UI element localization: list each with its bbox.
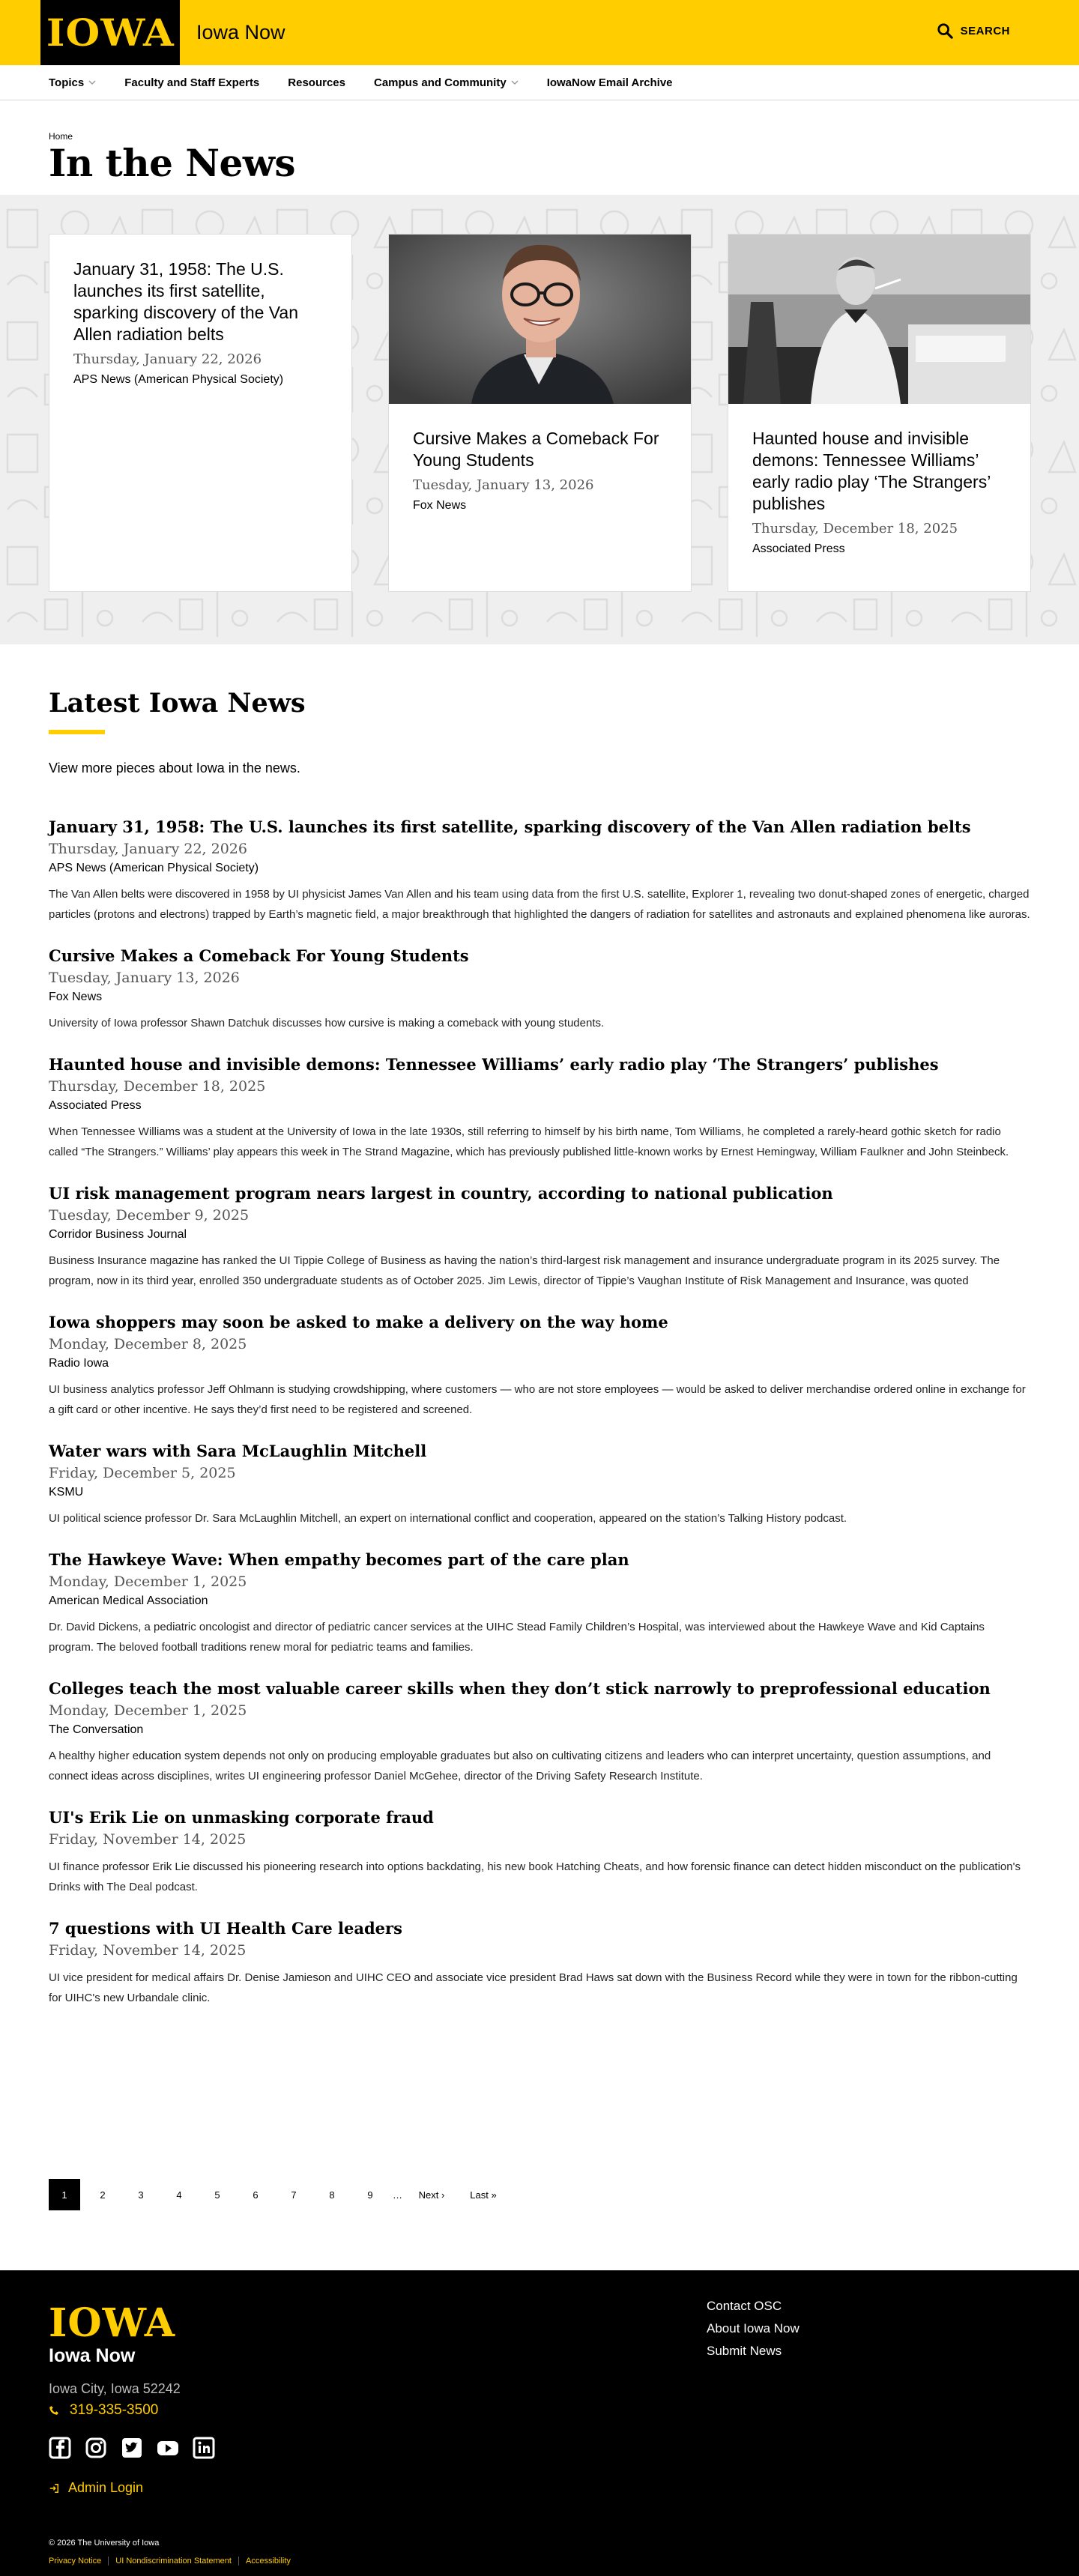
card-source: APS News (American Physical Society) [73, 373, 284, 386]
news-date: Tuesday, December 9, 2025 [49, 1207, 250, 1224]
page-link[interactable]: 5 [214, 2189, 220, 2201]
news-date: Thursday, January 22, 2026 [49, 841, 247, 857]
page-link[interactable]: 3 [138, 2189, 144, 2201]
nav-topics[interactable] [49, 76, 96, 89]
news-source: APS News (American Physical Society) [49, 862, 259, 874]
main-navigation [0, 65, 1079, 100]
page-link[interactable]: 4 [176, 2189, 182, 2201]
login-icon [49, 2483, 59, 2494]
site-header [0, 0, 1079, 65]
footer-link-submit[interactable]: Submit News [707, 2344, 782, 2358]
news-item [49, 1054, 1030, 1162]
news-item [49, 817, 1030, 925]
page-link[interactable]: 9 [367, 2189, 373, 2201]
card-date: Thursday, December 18, 2025 [752, 521, 958, 536]
search-button[interactable] [937, 22, 1010, 39]
news-date: Monday, December 1, 2025 [49, 1573, 247, 1590]
page-link-current[interactable]: 1 [49, 2179, 80, 2210]
youtube-icon[interactable] [157, 2437, 179, 2459]
news-title[interactable]: Colleges teach the most valuable career skills when they don’t stick narrowly to preprofessional education [49, 1679, 991, 1698]
news-title[interactable]: Haunted house and invisible demons: Tennessee Williams’ early radio play ‘The Strangers’ publishes [49, 1055, 939, 1074]
news-date: Friday, November 14, 2025 [49, 1831, 247, 1848]
phone-number: 319-335-3500 [70, 2402, 159, 2418]
last-page-link[interactable]: Last » [470, 2189, 497, 2201]
nav-label: Topics [49, 76, 85, 89]
instagram-icon[interactable] [85, 2437, 107, 2459]
site-name[interactable]: Iowa Now [196, 21, 285, 43]
news-item [49, 1549, 1030, 1657]
page-link[interactable]: 6 [253, 2189, 259, 2201]
card-title[interactable]: Haunted house and invisible demons: Tennessee Williams’ early radio play ‘The Strangers’ publishes [752, 429, 991, 513]
page-link[interactable]: 7 [291, 2189, 297, 2201]
card-date: Thursday, January 22, 2026 [73, 351, 262, 367]
logo-wordmark: IOWA [46, 10, 175, 55]
news-date: Thursday, December 18, 2025 [49, 1078, 266, 1095]
search-label: SEARCH [960, 24, 1010, 37]
news-title[interactable]: Water wars with Sara McLaughlin Mitchell [49, 1442, 427, 1460]
news-summary: University of Iowa professor Shawn Datchuk discusses how cursive is making a comeback with young students. [49, 1017, 605, 1030]
linkedin-icon[interactable] [193, 2437, 215, 2459]
news-source: Fox News [49, 991, 103, 1003]
featured-card[interactable] [728, 234, 1031, 592]
featured-card[interactable] [388, 234, 692, 592]
footer-address: Iowa City, Iowa 52242 [49, 2381, 181, 2396]
news-summary: A healthy higher education system depends not only on producing employable graduates but also on cultivating citizens and leaders who can interpret uncertainty, question assumptions, and connect ideas across disciplines, writes UI engineering professor Daniel McGehee, director of the Driving Safety Research Institute. [49, 1750, 991, 1783]
footer-phone-link[interactable] [49, 2402, 158, 2419]
news-date: Tuesday, January 13, 2026 [49, 970, 240, 986]
next-page-link[interactable]: Next › [418, 2189, 445, 2201]
news-source: The Conversation [49, 1723, 144, 1736]
news-title[interactable]: Cursive Makes a Comeback For Young Students [49, 946, 469, 965]
page-link[interactable]: 2 [100, 2189, 106, 2201]
latest-news-intro: View more pieces about Iowa in the news. [49, 761, 300, 775]
nav-label: IowaNow Email Archive [546, 76, 673, 89]
nav-label: Faculty and Staff Experts [124, 76, 260, 89]
admin-login-label: Admin Login [68, 2480, 144, 2495]
heading-underline [49, 730, 105, 734]
footer-link-about[interactable]: About Iowa Now [707, 2321, 800, 2335]
chevron-down-icon [511, 79, 519, 86]
news-source: Corridor Business Journal [49, 1228, 187, 1241]
featured-band [0, 195, 1079, 644]
news-source: Radio Iowa [49, 1357, 109, 1370]
news-source: American Medical Association [49, 1594, 208, 1607]
pager-ellipsis: … [393, 2189, 402, 2201]
news-date: Friday, December 5, 2025 [49, 1465, 236, 1481]
news-item [49, 1918, 1030, 2008]
latest-news-heading: Latest Iowa News [49, 688, 306, 719]
nondiscrimination-link[interactable]: UI Nondiscrimination Statement [108, 2557, 238, 2566]
news-date: Friday, November 14, 2025 [49, 1942, 247, 1959]
nav-label: Campus and Community [374, 76, 507, 89]
news-title[interactable]: UI risk management program nears largest in country, according to national publication [49, 1184, 833, 1203]
page-link[interactable]: 8 [329, 2189, 335, 2201]
news-summary: Dr. David Dickens, a pediatric oncologist and director of pediatric cancer services at the UIHC Stead Family Children’s Hospital, was interviewed about the Hawkeye Wave and Kid Captains program. The beloved football traditions renew moral for pediatric teams and families. [49, 1621, 985, 1654]
news-source: Associated Press [49, 1099, 142, 1112]
admin-login-link[interactable] [49, 2480, 143, 2496]
news-item [49, 1183, 1030, 1291]
news-date: Monday, December 1, 2025 [49, 1702, 247, 1719]
breadcrumb-home[interactable]: Home [49, 131, 73, 142]
card-date: Tuesday, January 13, 2026 [413, 477, 594, 493]
nav-experts[interactable] [124, 76, 259, 89]
facebook-icon[interactable] [49, 2437, 71, 2459]
phone-icon [49, 2405, 59, 2416]
news-title[interactable]: UI's Erik Lie on unmasking corporate fraud [49, 1808, 434, 1827]
news-title[interactable]: 7 questions with UI Health Care leaders [49, 1919, 402, 1938]
news-item [49, 1312, 1030, 1420]
footer-link-contact[interactable]: Contact OSC [707, 2299, 782, 2313]
news-source: KSMU [49, 1486, 84, 1499]
news-item [49, 946, 1030, 1033]
nav-campus[interactable] [374, 76, 519, 89]
news-summary: When Tennessee Williams was a student at the University of Iowa in the late 1930s, still referring to himself by his birth name, Tom Williams, he completed a rarely-heard gothic sketch for radio called “The Strangers.” Williams’ play appears this week in The Strand Magazine, which has previously published little-known works by Ernest Hemingway, William Faulkner and John Steinbeck. [49, 1125, 1009, 1158]
news-title[interactable]: The Hawkeye Wave: When empathy becomes part of the care plan [49, 1550, 629, 1569]
news-summary: UI business analytics professor Jeff Ohlmann is studying crowdshipping, where customers — who are not store employees — would be asked to deliver merchandise ordered online in exchange for a gift card or other incentive. He says they’d first need to be registered and screened. [49, 1383, 1026, 1416]
social-links [49, 2437, 215, 2459]
twitter-icon[interactable] [121, 2437, 143, 2459]
card-source: Associated Press [752, 542, 845, 555]
portrait-photo[interactable] [389, 235, 691, 404]
pagination [49, 2179, 513, 2210]
card-title[interactable]: January 31, 1958: The U.S. launches its first satellite, sparking discovery of the Van Allen radiation belts [73, 259, 299, 344]
site-footer [0, 2270, 1079, 2576]
copyright: © 2026 The University of Iowa [49, 2539, 160, 2548]
news-title[interactable]: January 31, 1958: The U.S. launches its first satellite, sparking discovery of the Van Allen radiation belts [49, 817, 971, 836]
legal-links [49, 2557, 297, 2566]
news-summary: The Van Allen belts were discovered in 1958 by UI physicist James Van Allen and his team using data from the first U.S. satellite, Explorer 1, revealing two donut-shaped zones of energetic, charged particles (protons and electrons) trapped by Earth’s magnetic field, a major breakthrough that highlighted the dangers of radiation for satellites and astronauts and explained phenomena like auroras. [49, 888, 1030, 921]
page-title: In the News [49, 141, 296, 185]
news-item [49, 1441, 1030, 1529]
news-list [49, 817, 1030, 2029]
nav-label: Resources [288, 76, 345, 89]
footer-links [707, 2299, 800, 2366]
featured-card[interactable] [49, 234, 352, 592]
news-summary: UI political science professor Dr. Sara McLaughlin Mitchell, an expert on international conflict and cooperation, appeared on the station’s Talking History podcast. [49, 1512, 847, 1525]
news-item [49, 1678, 1030, 1786]
nav-resources[interactable] [288, 76, 345, 89]
nav-email-archive[interactable] [547, 76, 673, 89]
search-icon [937, 22, 953, 39]
archival-photo[interactable] [728, 235, 1030, 404]
news-date: Monday, December 8, 2025 [49, 1336, 247, 1352]
news-item [49, 1807, 1030, 1897]
news-summary: Business Insurance magazine has ranked the UI Tippie College of Business as having the nation’s third-largest risk management and insurance undergraduate program in its 2025 survey. The program, now in its third year, enrolled 350 undergraduate students as of October 2025. Jim Lewis, director of Tippie’s Vaughan Institute of Risk Management and Insurance, was quoted [49, 1254, 1000, 1287]
chevron-down-icon [88, 79, 96, 86]
news-summary: UI vice president for medical affairs Dr. Denise Jamieson and UIHC CEO and associate vice president Brad Haws sat down with the Business Record while they were in town for the ribbon-cutting for UIHC's new Urbandale clinic. [49, 1971, 1018, 2004]
news-title[interactable]: Iowa shoppers may soon be asked to make a delivery on the way home [49, 1313, 668, 1331]
card-title[interactable]: Cursive Makes a Comeback For Young Students [413, 429, 659, 470]
accessibility-link[interactable]: Accessibility [238, 2557, 297, 2566]
news-summary: UI finance professor Erik Lie discussed his pioneering research into options backdating, his new book Hatching Cheats, and how forensic finance can detect hidden misconduct on the publication's Drinks with The Deal podcast. [49, 1860, 1021, 1893]
card-source: Fox News [413, 499, 467, 512]
footer-site-name: Iowa Now [49, 2345, 136, 2366]
university-logo[interactable] [40, 0, 180, 65]
footer-logo[interactable]: IOWA [49, 2300, 176, 2346]
privacy-notice-link[interactable]: Privacy Notice [49, 2557, 102, 2566]
